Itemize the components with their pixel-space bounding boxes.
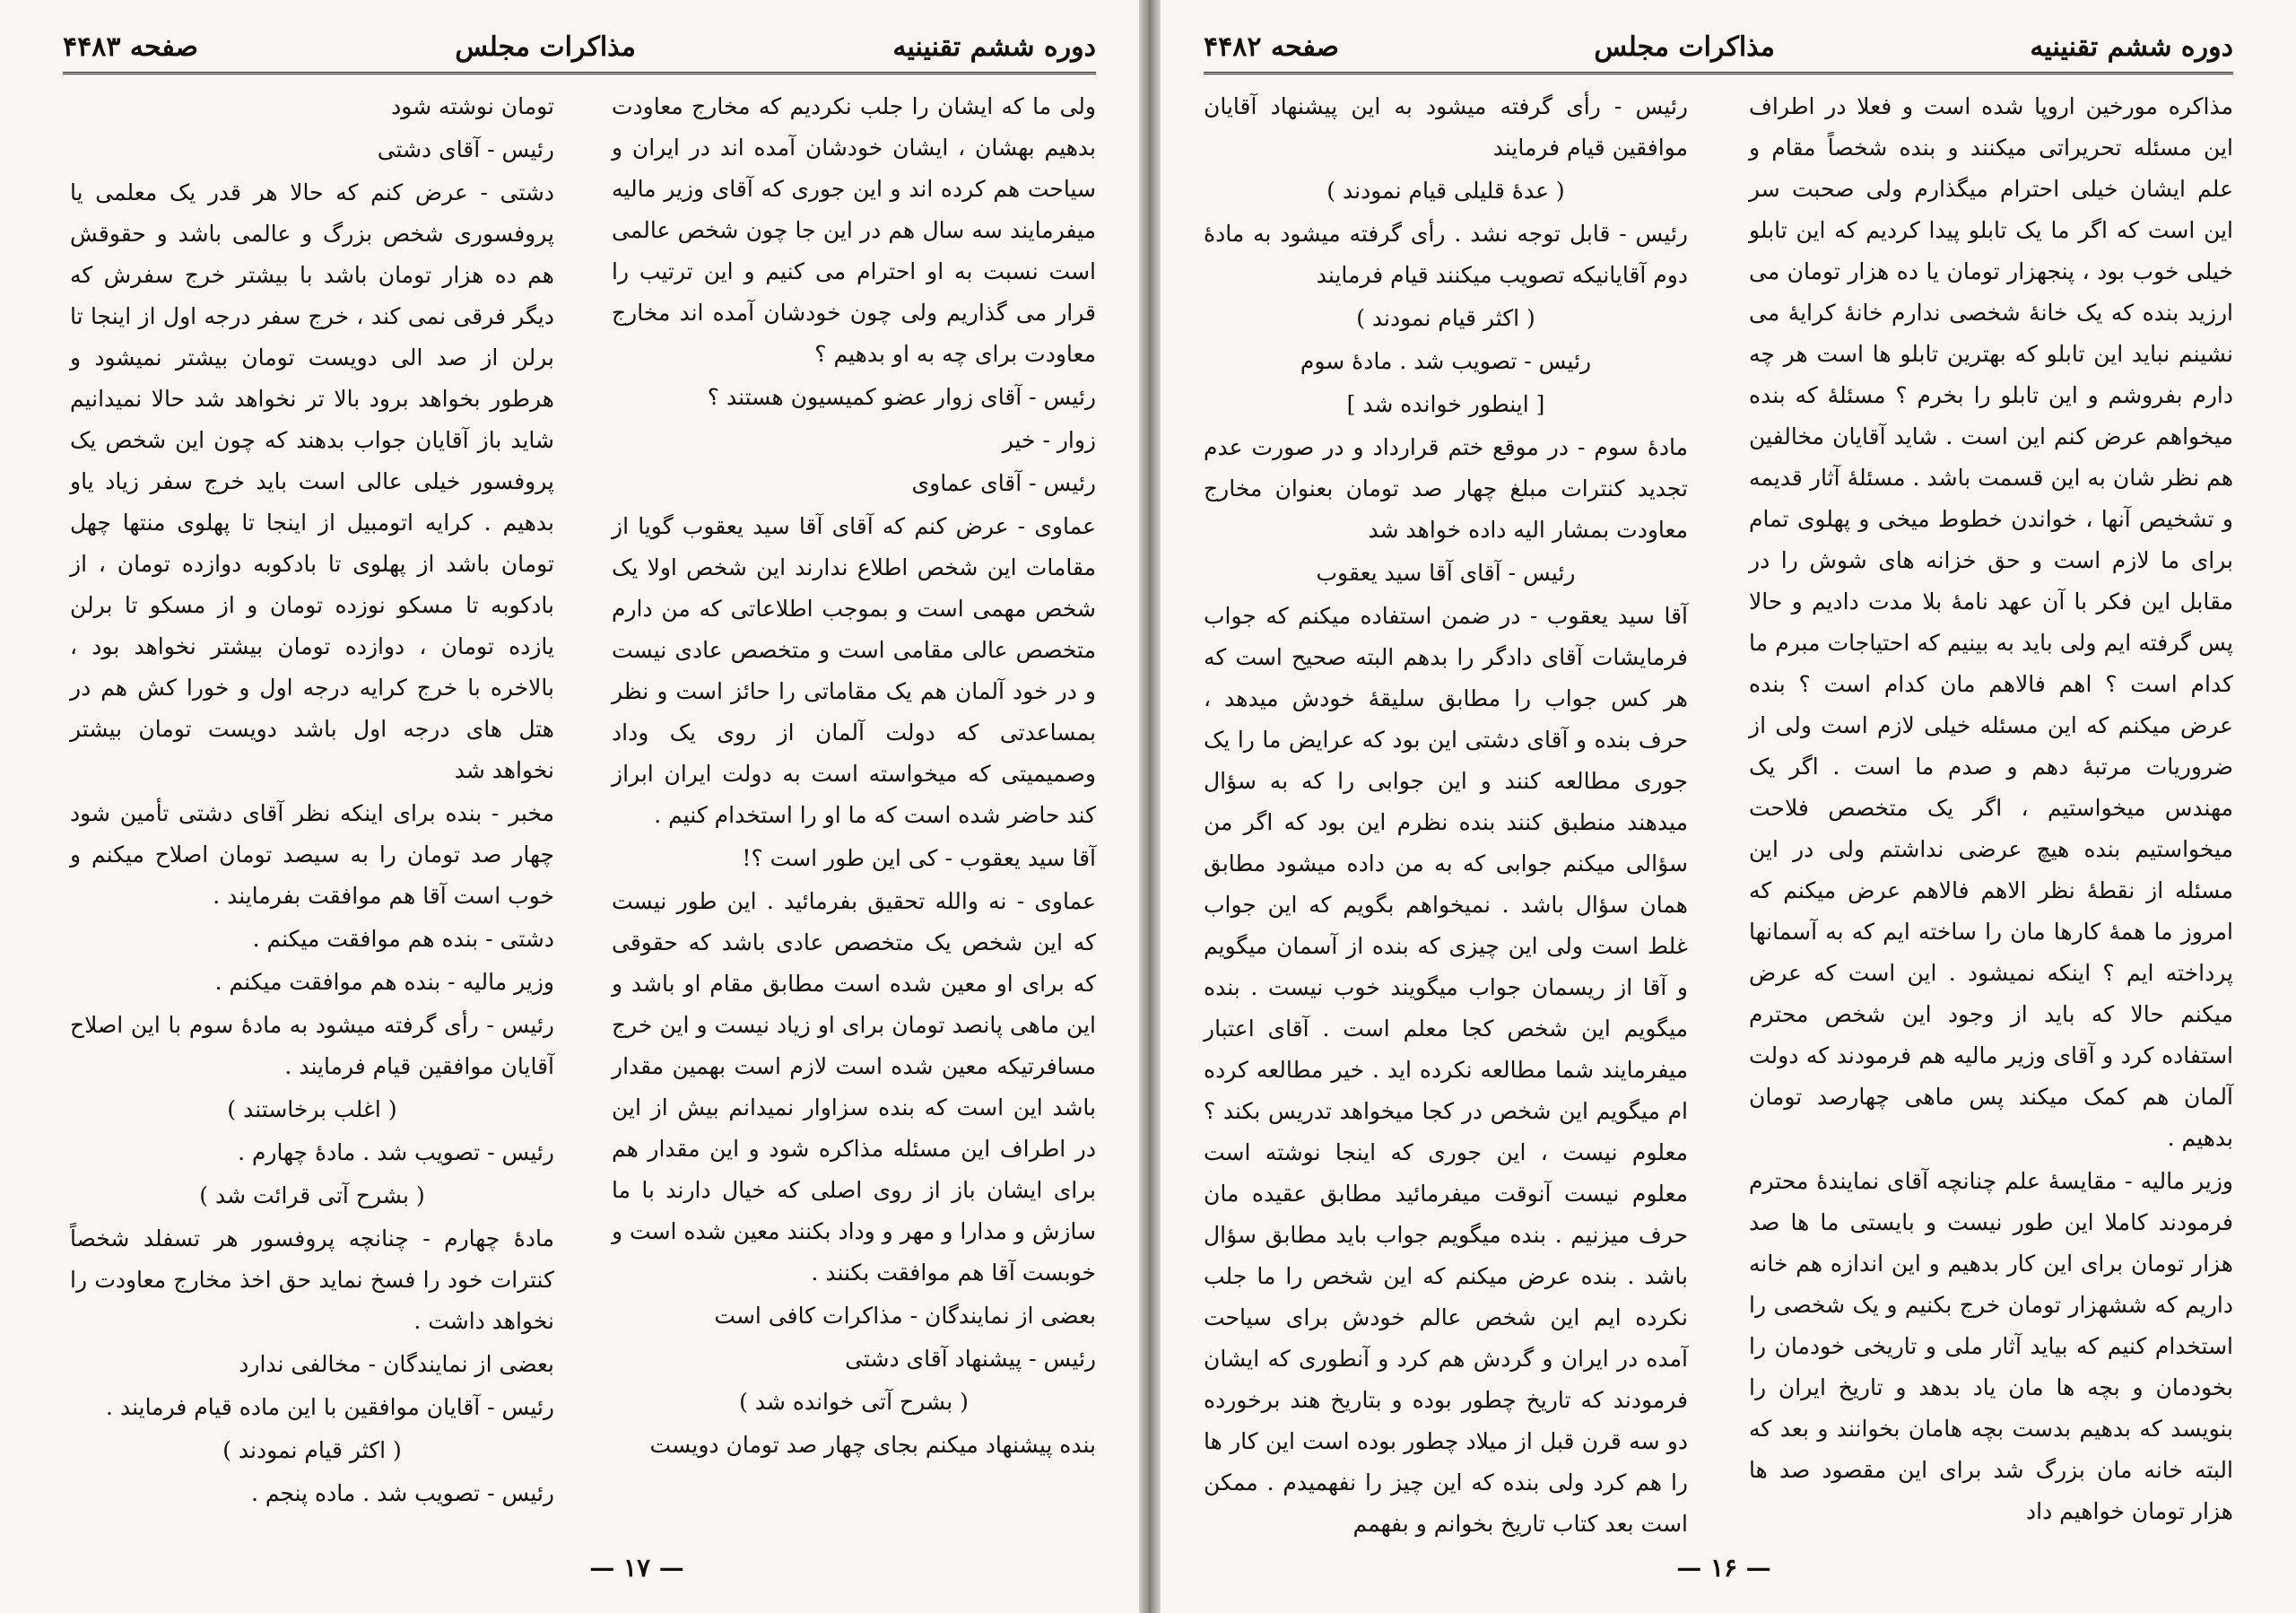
left-page-folio: — ۱۷ — xyxy=(589,1553,684,1582)
paragraph: مخبر - بنده برای اینکه نظر آقای دشتی تأمین شود چهار صد تومان را به سیصد تومان اصلاح میکنم و خوب است آقا هم موافقت بفرمایند . xyxy=(70,800,554,909)
right-page-column-1 xyxy=(1749,86,2233,1524)
paragraph: ( بشرح آتی خوانده شد ) xyxy=(739,1389,969,1415)
paragraph: مادهٔ چهارم - چنانچه پروفسور هر تسفلد شخصاً کنترات خود را فسخ نماید حق اخذ مخارج معاودت را نخواهد داشت . xyxy=(70,1225,554,1334)
paragraph: رئیس - قابل توجه نشد . رأی گرفته میشود به مادهٔ دوم آقایانیکه تصویب میکنند قیام فرمایند xyxy=(1204,221,1688,288)
left-page-column-2 xyxy=(70,86,554,1513)
right-page-column-2 xyxy=(1204,86,1688,1537)
paragraph: ( اغلب برخاستند ) xyxy=(227,1096,397,1122)
left-page-session: دوره ششم تقنینیه xyxy=(892,31,1096,63)
paragraph: رئیس - آقای عماوی xyxy=(911,470,1096,496)
left-page-number: صفحه ۴۴۸۳ xyxy=(63,31,199,63)
paragraph: ( اکثر قیام نمودند ) xyxy=(1356,305,1535,331)
left-page-column-1 xyxy=(612,86,1096,1513)
right-page-header xyxy=(1204,25,2233,68)
paragraph: وزیر مالیه - بنده هم موافقت میکنم . xyxy=(214,969,554,995)
paragraph: رئیس - آقای زوار عضو کمیسیون هستند ؟ xyxy=(707,384,1096,410)
paragraph: رئیس - رأی گرفته میشود به این پیشنهاد آقایان موافقین قیام فرمایند xyxy=(1204,93,1688,161)
paragraph: دشتی - بنده هم موافقت میکنم . xyxy=(252,926,554,952)
paragraph: ( عدهٔ قلیلی قیام نمودند ) xyxy=(1326,178,1565,204)
right-page-session: دوره ششم تقنینیه xyxy=(2030,31,2233,63)
paragraph: رئیس - تصویب شد . ماده پنجم . xyxy=(250,1480,554,1506)
right-page-number: صفحه ۴۴۸۲ xyxy=(1204,31,1340,63)
paragraph: رئیس - تصویب شد . مادهٔ سوم xyxy=(1300,348,1592,374)
paragraph: رئیس - پیشنهاد آقای دشتی xyxy=(845,1346,1096,1372)
left-page-title: مذاکرات مجلس xyxy=(455,31,636,63)
paragraph: بنده پیشنهاد میکنم بجای چهار صد تومان دویست xyxy=(649,1432,1096,1458)
paragraph: رئیس - آقایان موافقین با این ماده قیام فرمایند . xyxy=(106,1394,554,1420)
paragraph: آقا سید یعقوب - کی این طور است ؟! xyxy=(742,845,1096,871)
right-page xyxy=(1150,0,2296,1613)
left-page-header xyxy=(63,25,1096,68)
right-header-rule xyxy=(1204,72,2233,74)
paragraph: ( اکثر قیام نمودند ) xyxy=(222,1437,402,1463)
paragraph: بعضی از نمایندگان - مذاکرات کافی است xyxy=(714,1303,1096,1329)
paragraph: بعضی از نمایندگان - مخالفی ندارد xyxy=(239,1351,554,1377)
paragraph: رئیس - آقای آقا سید یعقوب xyxy=(1316,560,1576,586)
paragraph: ( بشرح آتی قرائت شد ) xyxy=(199,1182,425,1208)
paragraph: آقا سید یعقوب - در ضمن استفاده میکنم که جواب فرمایشات آقای دادگر را بدهم البته صحیح است که هر کس جواب را مطابق سلیقهٔ خودش میدهد ، حرف بنده و آقای دشتی این بود که عرایض ما را یک جوری مطالعه کنند و این جوابی را که به سؤال میدهند منطبق کنند بنده نظرم این بود که اگر من سؤالی میکنم جوابی که به من داده میشود مطابق همان سؤال باشد . نمیخواهم بگویم که این جواب غلط است ولی این چیزی که بنده از آسمان میگویم و آقا از ریسمان جواب میگویند خوب نیست . بنده میگویم این شخص کجا معلم است . آقای اعتبار میفرمایند شما مطالعه نکرده اید . خیر مطالعه کرده ام میگویم این شخص در کجا میخواهد تدریس بکند ؟ معلوم نیست ، این جوری که اینجا نوشته است معلوم نیست آنوقت میفرمائید مطابق عقیده مان حرف میزنیم . بنده میگویم جواب باید مطابق سؤال باشد . بنده عرض میکنم که این شخص را ما جلب نکرده ایم این شخص عالم خودش برای سیاحت آمده در ایران و گردش هم کرد و آنطوری که ایشان فرمودند که تاریخ چطور بوده و بتاریخ هند برخورده دو سه قرن قبل از میلاد چطور بوده است این کار ها را هم کرد ولی بنده که این چیز را نفهمیدم . ممکن است بعد کتاب تاریخ بخوانم و بفهمم xyxy=(1204,603,1688,1537)
book-spine xyxy=(1139,0,1161,1613)
paragraph: ولی ما که ایشان را جلب نکردیم که مخارج معاودت بدهیم بهشان ، ایشان خودشان آمده اند در ایران و سیاحت هم کرده اند و این جوری که آقای وزیر مالیه میفرمایند سه سال هم در این جا چون شخص عالمی است نسبت به او احترام می کنیم و این ترتیب را قرار می گذاریم ولی چون خودشان آمده اند مخارج معاودت برای چه به او بدهیم ؟ xyxy=(612,93,1096,367)
left-header-rule xyxy=(63,72,1096,74)
paragraph: رئیس - رأی گرفته میشود به مادهٔ سوم با این اصلاح آقایان موافقین قیام فرمایند . xyxy=(70,1012,554,1079)
paragraph: عماوی - نه والله تحقیق بفرمائید . این طور نیست که این شخص یک متخصص عادی باشد که حقوقی که برای او معین شده است مطابق مقام او باشد و این ماهی پانصد تومان برای او زیاد نیست و این خرج مسافرتیکه معین شده است لازم است بهمین مقدار باشد این است که بنده سزاوار نمیدانم بیش از این در اطراف این مسئله مذاکره شود و این مقدار هم برای ایشان باز از روی اصلی که خیال دارند با ما سازش و مدارا و مهر و وداد بکنند معین شده است و خوبست آقا هم موافقت بکنند . xyxy=(612,888,1096,1286)
paragraph: دشتی - عرض کنم که حالا هر قدر یک معلمی یا پروفسوری شخص بزرگ و عالمی باشد و حقوقش هم ده هزار تومان باشد با بیشتر خرج سفرش که دیگر فرقی نمی کند ، خرج سفر درجه اول از اینجا تا برلن از صد الی دویست تومان بیشتر نمیشود و هرطور بخواهد برود بالا تر نخواهد شد حالا نمیدانیم شاید باز آقایان جواب بدهند که چون این شخص یک پروفسور خیلی عالی است باید خرج سفر زیاد یاو بدهیم . کرایه اتومبیل از اینجا تا پهلوی منتها چهل تومان باشد از پهلوی تا بادکوبه دوازده تومان ، از بادکوبه تا مسکو نوزده تومان و از مسکو تا برلن یازده تومان ، دوازده تومان بیشتر نخواهد بود ، بالاخره با خرج کرایه درجه اول و خورا کش هم در هتل های درجه اول باشد دویست تومان بیشتر نخواهد شد xyxy=(70,179,554,783)
paragraph: [ اینطور خوانده شد ] xyxy=(1346,391,1545,417)
paragraph: رئیس - آقای دشتی xyxy=(377,136,554,162)
paragraph: مذاکره مورخین اروپا شده است و فعلا در اطراف این مسئله تحریراتی میکنند و بنده شخصاً مقام و علم ایشان خیلی احترام میگذارم ولی صحبت سر این است که اگر ما یک تابلو پیدا کردیم که این تابلو خیلی خوب بود ، پنجهزار تومان یا ده هزار تومان می ارزید بنده که یک خانهٔ شخصی ندارم خانهٔ کرایهٔ می نشینم نباید این تابلو که بهترین تابلو ها است هر چه دارم بفروشم و این تابلو را بخرم ؟ مسئلهٔ که بنده میخواهم عرض کنم این است . شاید آقایان مخالفین هم نظر شان به این قسمت باشد . مسئلهٔ آثار قدیمه و تشخیص آنها ، خواندن خطوط میخی و پهلوی تمام برای ما لازم است و حق خزانه های شوش را در مقابل این فکر با آن عهد نامهٔ بلا مدت دادیم و حالا پس گرفته ایم ولی باید به بینیم که احتیاجات مبرم ما کدام است ؟ اهم فالاهم مان کدام است ؟ بنده عرض میکنم که این مسئله خیلی لازم است ولی از ضروریات مرتبهٔ دهم و صدم ما است . اگر یک مهندس میخواستیم ، اگر یک متخصص فلاحت میخواستیم بنده هیچ عرضی نداشتم ولی در این مسئله از نقطهٔ نظر الاهم فالاهم عرض میکنم که امروز ما همهٔ کارها مان را ساخته ایم که به آسمانها پرداخته ایم ؟ اینکه نمیشود . این است که عرض میکنم حالا که باید از وجود این شخص محترم استفاده کرد و آقای وزیر مالیه هم فرمودند که دولت آلمان هم کمک میکند پس ماهی چهارصد تومان بدهیم . xyxy=(1749,93,2233,1151)
paragraph: زوار - خیر xyxy=(1002,427,1096,453)
right-page-title: مذاکرات مجلس xyxy=(1594,31,1775,63)
paragraph: تومان نوشته شود xyxy=(391,93,554,119)
right-page-folio: — ۱۶ — xyxy=(1676,1553,1771,1582)
paragraph: مادهٔ سوم - در موقع ختم قرارداد و در صورت عدم تجدید کنترات مبلغ چهار صد تومان بعنوان مخارج معاودت بمشار الیه داده خواهد شد xyxy=(1204,434,1688,543)
paragraph: وزیر مالیه - مقایسهٔ علم چنانچه آقای نمایندهٔ محترم فرمودند کاملا این طور نیست و بایستی ما ها صد هزار تومان برای این کار بدهیم و این اندازه هم خانه داریم که ششهزار تومان خرج بکنیم و یک شخصی را استخدام کنیم که بیاید آثار ملی و تاریخی خودمان را بخودمان و بچه ها مان یاد بدهد و تاریخ ایران را بنویسد که بدهیم بدست بچه هامان بخوانند و بعد که البته خانه مان بزرگ شد برای این مقصود صد ها هزار تومان خواهیم داد xyxy=(1749,1168,2233,1524)
paragraph: عماوی - عرض کنم که آقای آقا سید یعقوب گویا از مقامات این شخص اطلاع ندارند این شخص اولا یک شخص مهمی است و بموجب اطلاعاتی که من دارم متخصص عالی مقامی است و متخصص عادی نیست و در خود آلمان هم یک مقاماتی را حائز است و نظر بمساعدتی که دولت آلمان از روی یک وداد وصمیمیتی که میخواسته است به دولت ایران ابراز کند حاضر شده است که ما او را استخدام کنیم . xyxy=(612,513,1096,828)
paragraph: رئیس - تصویب شد . مادهٔ چهارم . xyxy=(238,1139,554,1165)
